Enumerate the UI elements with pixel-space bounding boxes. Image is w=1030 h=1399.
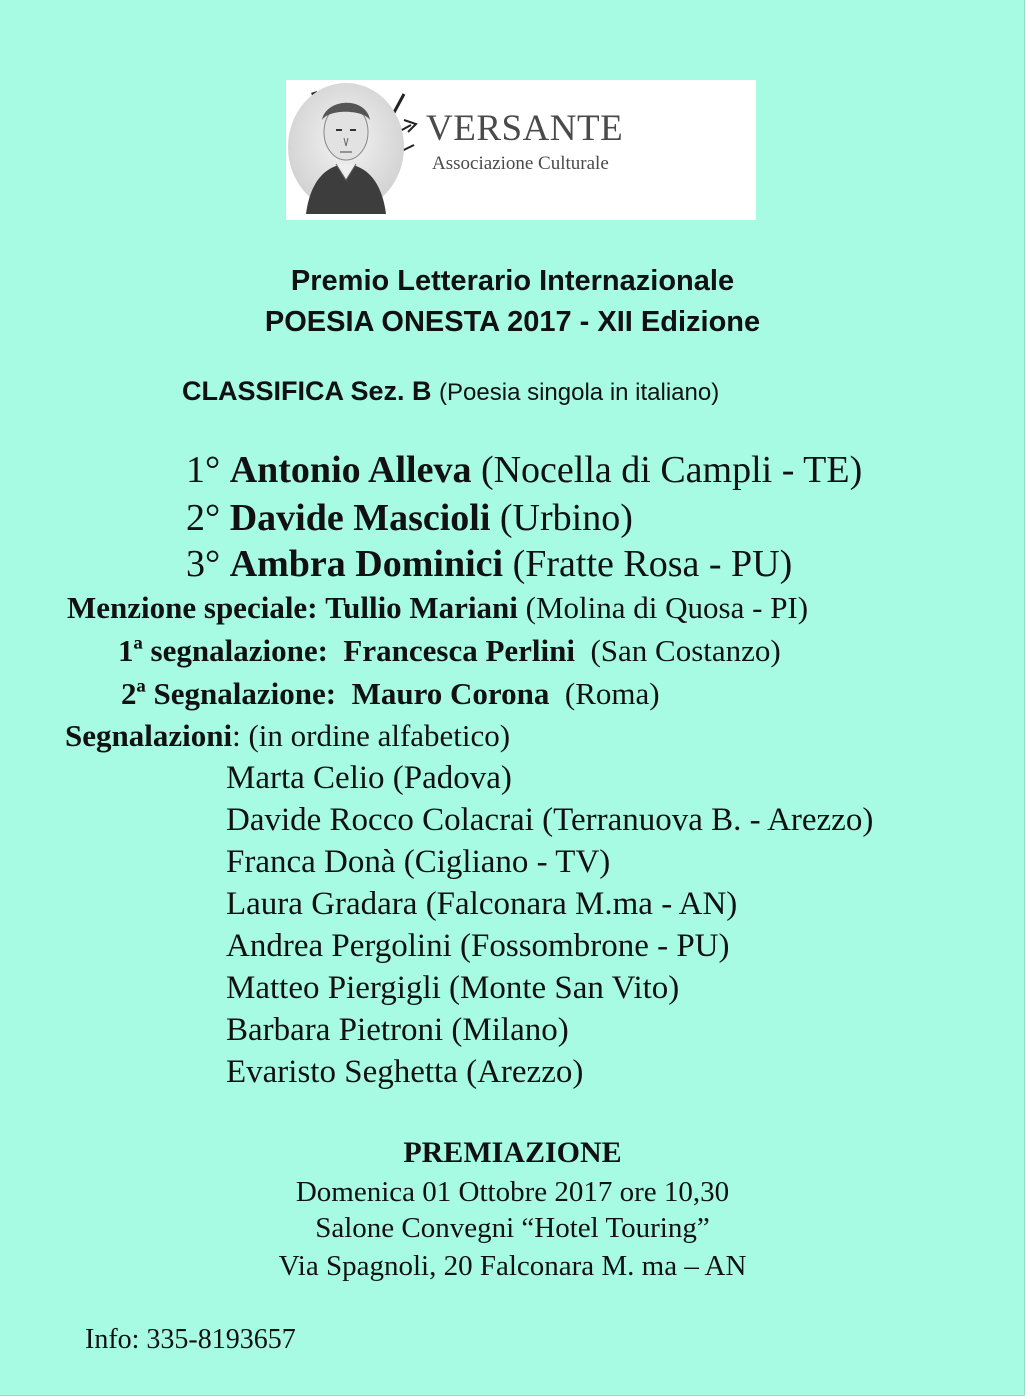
second-mention-origin: (Roma)	[564, 676, 660, 711]
special-mention-label: Menzione speciale:	[67, 590, 318, 625]
info-line: Info: 335-8193657	[85, 1324, 296, 1355]
ranking-origin: (Nocella di Campli - TE)	[480, 449, 863, 491]
list-item: Matteo Piergigli (Monte San Vito)	[226, 970, 680, 1006]
portrait-icon	[286, 80, 406, 214]
first-mention-name: Francesca Perlini	[343, 633, 575, 668]
award-edition: POESIA ONESTA 2017 - XII Edizione	[264, 306, 761, 338]
other-mentions-heading	[65, 718, 510, 754]
ranking-origin: (Urbino)	[499, 497, 633, 539]
ceremony-address: Via Spagnoli, 20 Falconara M. ma – AN	[278, 1250, 747, 1282]
list-item: Davide Rocco Colacrai (Terranuova B. - Arezzo)	[226, 802, 874, 838]
ranking-name: Davide Mascioli	[229, 497, 491, 539]
first-mention-label: 1ª segnalazione:	[118, 633, 328, 668]
logo-name: VERSANTE	[426, 108, 624, 149]
other-mentions-note: : (in ordine alfabetico)	[232, 718, 511, 753]
ranking-place: 3°	[186, 543, 221, 585]
section-note: (Poesia singola in italiano)	[439, 379, 720, 406]
other-mentions-label: Segnalazioni	[65, 718, 233, 753]
ranking-first	[186, 448, 862, 492]
ranking-origin: (Fratte Rosa - PU)	[512, 543, 793, 585]
ceremony-venue: Salone Convegni “Hotel Touring”	[315, 1212, 710, 1244]
list-item: Franca Donà (Cigliano - TV)	[226, 844, 611, 880]
ceremony-date: Domenica 01 Ottobre 2017 ore 10,30	[295, 1176, 730, 1208]
first-mention	[118, 633, 781, 669]
list-item: Andrea Pergolini (Fossombrone - PU)	[226, 928, 730, 964]
logo-subtitle: Associazione Culturale	[432, 153, 609, 174]
ranking-place: 1°	[186, 449, 221, 491]
list-item: Laura Gradara (Falconara M.ma - AN)	[226, 886, 738, 922]
versante-logo	[286, 80, 756, 220]
section-heading	[182, 376, 719, 407]
list-item: Barbara Pietroni (Milano)	[226, 1012, 569, 1048]
section-label: CLASSIFICA Sez. B	[182, 376, 432, 406]
ranking-name: Antonio Alleva	[229, 449, 472, 491]
list-item: Marta Celio (Padova)	[226, 760, 512, 796]
ranking-place: 2°	[186, 497, 221, 539]
award-title: Premio Letterario Internazionale	[290, 265, 735, 297]
special-mention-name: Tullio Mariani	[325, 590, 518, 625]
special-mention	[67, 590, 808, 626]
first-mention-origin: (San Costanzo)	[590, 633, 781, 668]
second-mention	[121, 676, 660, 712]
ceremony-title: PREMIAZIONE	[403, 1136, 622, 1169]
list-item: Evaristo Seghetta (Arezzo)	[226, 1054, 584, 1090]
ranking-second	[186, 496, 633, 540]
ranking-name: Ambra Dominici	[229, 543, 504, 585]
second-mention-name: Mauro Corona	[351, 676, 550, 711]
second-mention-label: 2ª Segnalazione:	[121, 676, 337, 711]
ranking-third	[186, 542, 792, 586]
special-mention-origin: (Molina di Quosa - PI)	[525, 590, 809, 625]
